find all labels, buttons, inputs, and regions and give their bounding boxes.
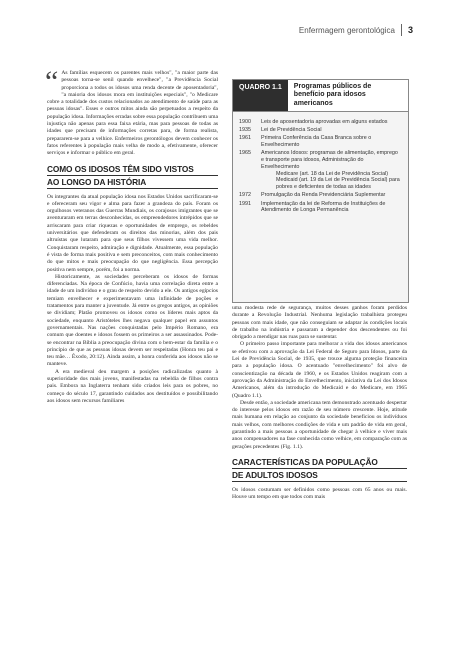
left-column [45, 65, 219, 405]
quadro-year: 1900 [239, 118, 251, 125]
quadro-label: QUADRO 1.1 [233, 80, 288, 111]
body-paragraph: Os idosos costumam ser definidos como pessoas com 65 anos ou mais. Houve um tempo em que todos com mais [232, 486, 407, 501]
body-paragraph: Desde então, a sociedade americana tem demonstrado acentuado despertar do interesse pelos idosos em razão de seu número crescente. Hoje, atitude mais humana em relação ao conjunto da sociedade beneficiou os indivíduos mais velhos, com melhores condições de vida e um padrão de vida em geral, garantindo a mais pessoas a oportunidade de chegar à velhice e viver mais anos compensadores na fase conhecida como velhice, em comparação com as gerações precedentes (Fig. 1.1). [232, 399, 407, 450]
intro-paragraph: As famílias esquecem os parentes mais velhos", "a maior parte das pessoas torna-se senil quando envelhece", "a Previdência Social proporciona a todos os idosos uma renda decente de aposentadoria", "a maioria dos idosos mora em instituições especiais", "o Medicare cobre a totalidade dos custos relacionados ao atendimento de saúde para as pessoas idosas". Esses e outros mitos ainda são perpetuados a respeito da população idosa. Informações erradas sobre essa população contribuem uma injustiça não apenas para essa faixa etária, mas para pessoas de todas as idades que precisam de informações corretas para, de forma realista, prepararem-se para a velhice. Enfermeiros gerontólogos devem conhecer os fatos referentes à população mais velha de modo a, efetivamente, oferecer serviços e informar o público em geral. [47, 70, 219, 157]
running-title: Enfermagem gerontológica [298, 25, 395, 35]
body-paragraph: A era medieval deu margem a posições radicalizadas quanto à superioridade dos mais jovens, manifestadas na rebeldia de filhos contra pais. Embora na Inglaterra tenham sido criados leis para os pobres, no começo do século 17, garantindo cuidados aos destituídos e possibilitando aos idosos sem recursos familiares [47, 368, 218, 404]
quadro-year: 1961 [239, 135, 251, 142]
running-header [299, 24, 413, 36]
quadro-event: Lei de Previdência Social [261, 127, 322, 134]
quadro-event-group [261, 150, 402, 190]
section-heading-characteristics-line1: CARACTERÍSTICAS DA POPULAÇÃO [232, 457, 407, 469]
quadro-box [232, 79, 409, 303]
quadro-rows [233, 112, 408, 214]
quadro-year: 1991 [239, 200, 251, 207]
quadro-subevent: Medicare (art. 18 da Lei de Previdência Social) [276, 170, 389, 177]
quadro-event: Leis de aposentadoria aprovadas em alguns estados [261, 118, 388, 125]
body-paragraph: Historicamente, as sociedades perceberam os idosos de formas diferenciadas. Na época de Confúcio, havia uma correlação direta entre a idade de um indivíduo e o grau de respeito devido a ele. Os antigos egípcios temiam envelhecer e experimentavam uma infinidade de poções e tratamentos para manter a juventude. Já entre os gregos antigos, as opiniões se dividiam; Platão promoveu os idosos como os líderes mais aptos da sociedade, enquanto Aristóteles lhes negava qualquer papel em assuntos governamentais. Nas nações conquistadas pelo Império Romano, era comum que doentes e idosos fossem os primeiros a ser assassinados. Pode-se encontrar na Bíblia a preocupação divina com o bem-estar da família e o princípio de que as pessoas idosas devem ser respeitadas (Honra teu pai e teu mãe… Êxodo, 20:12). Ainda assim, a honra conferida aos idosos não se manteve. [47, 273, 218, 368]
quadro-year: 1935 [239, 127, 251, 134]
quadro-row [239, 135, 402, 148]
section-heading-characteristics-line2: DE ADULTOS IDOSOS [232, 470, 407, 482]
quadro-event: Promulgação da Renda Previdenciária Suplementar [261, 192, 386, 199]
section-heading-history-line1: COMO OS IDOSOS TÊM SIDO VISTOS [47, 164, 218, 176]
quadro-row [239, 119, 402, 126]
quadro-row [239, 192, 402, 199]
quadro-year: 1972 [239, 192, 251, 199]
quadro-row [239, 127, 402, 134]
header-divider [401, 24, 402, 36]
opening-quote-glyph: “ [45, 65, 59, 98]
quadro-subevent: Medicaid (art. 19 da Lei de Previdência Social) para pobres e deficientes de todas as idades [276, 177, 400, 190]
intro-section [45, 65, 219, 158]
quadro-title: Programas públicos de benefício para idosos americanos [293, 83, 372, 107]
section-heading-history [47, 164, 218, 189]
body-paragraph: uma modesta rede de segurança, muitos desses ganhos foram perdidos durante a Revolução Industrial. Nenhuma legislação trabalhista protegeu pessoas com mais idade, que não conseguiam se adaptar às condições locais de trabalho na indústria e passaram a depender dos descendentes ou foi obrigado a mendigar nas ruas para se sustentar. [232, 305, 407, 341]
quadro-event: Implementação da lei de Reforma de Instituições de Atendimento de Longa Permanência [261, 200, 386, 214]
right-column [232, 305, 407, 502]
section-heading-history-line2: AO LONGO DA HISTÓRIA [47, 177, 218, 189]
quadro-year: 1965 [239, 150, 251, 157]
quadro-row [239, 201, 402, 214]
section-heading-characteristics [232, 457, 407, 482]
quadro-header [233, 80, 408, 112]
quadro-row [239, 150, 402, 190]
page-number: 3 [407, 25, 413, 35]
quadro-event: Primeira Conferência da Casa Branca sobre o Envelhecimento [261, 135, 372, 149]
body-paragraph: Os integrantes da atual população idosa nos Estados Unidos sacrificaram-se e ofereceram seu vigor e alma para fazer a grandeza do país. Foram os orgulhosos veteranos das Guerras Mundiais, os corajosos imigrantes que se aventuraram em terras desconhecidas, os empreendedores intrépidos que se arriscaram para criar riquezas e oportunidades de emprego, os rebeldes universitários que defenderam os direitos das minorias, além dos pais altruístas que lutaram para que seus filhos vivessem uma vida melhor. Conquistaram respeito, admiração e dignidade. Atualmente, essa população é vista de forma mais positiva e sem preconceitos, com mais conhecimento do que mitos e mais preocupação do que negligência. Essa percepção positiva nem sempre, porém, foi a norma. [47, 193, 218, 273]
quadro-event: Americanos Idosos: programas de alimentação, emprego e transporte para idosos, Administração do Envelhecimento [261, 150, 398, 170]
body-paragraph: O primeiro passo importante para melhorar a vida dos idosos americanos se efetivou com a aprovação da Lei Federal de Seguro para Idosos, parte da Lei de Previdência Social, de 1935, que trouxe alguma proteção financeira para a população idosa. O acentuado "envelhecimento" foi alvo de conscientização na década de 1960, e os Estados Unidos reagiram com a aprovação da Administração do Envelhecimento, iniciativa da Lei dos Idosos Americanos, além da introdução do Medicaid e do Medicare, em 1965 (Quadro 1.1). [232, 341, 407, 399]
